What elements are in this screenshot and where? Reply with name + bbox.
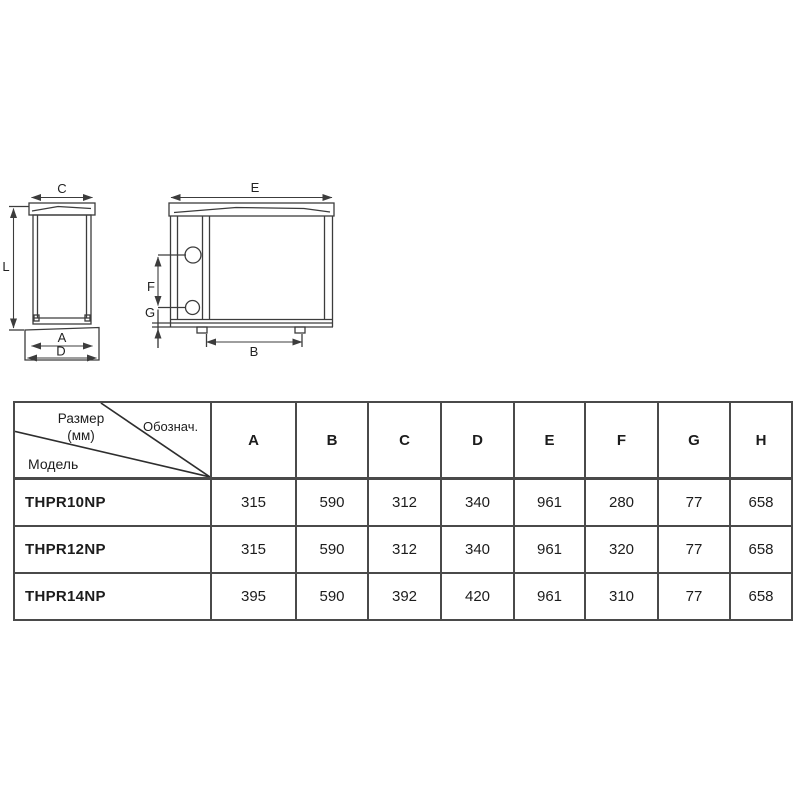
designation-label: Обознач. (143, 419, 199, 434)
model-cell: THPR10NP (14, 479, 211, 527)
value-cell: 320 (585, 526, 658, 573)
value-cell: 658 (730, 479, 792, 527)
value-cell: 77 (658, 526, 730, 573)
col-header-d: D (441, 402, 514, 479)
value-cell: 310 (585, 573, 658, 620)
value-cell: 392 (368, 573, 441, 620)
value-cell: 658 (730, 526, 792, 573)
value-cell: 590 (296, 526, 368, 573)
model-label: Модель (28, 456, 79, 472)
dimension-drawings (0, 0, 800, 390)
dim-label-f: F (147, 279, 155, 294)
value-cell: 395 (211, 573, 296, 620)
col-header-c: C (368, 402, 441, 479)
col-header-f: F (585, 402, 658, 479)
col-header-e: E (514, 402, 585, 479)
port-bottom (186, 301, 200, 315)
value-cell: 77 (658, 479, 730, 527)
value-cell: 280 (585, 479, 658, 527)
col-header-g: G (658, 402, 730, 479)
front-foot-right (295, 327, 305, 333)
dim-label-c: C (57, 181, 67, 196)
value-cell: 312 (368, 479, 441, 527)
side-view-drawing (2, 181, 99, 360)
value-cell: 658 (730, 573, 792, 620)
side-top-cap (29, 203, 95, 215)
value-cell: 315 (211, 479, 296, 527)
table-header-row (14, 402, 792, 479)
value-cell: 312 (368, 526, 441, 573)
size-label: Размер (57, 411, 105, 426)
value-cell: 961 (514, 573, 585, 620)
value-cell: 961 (514, 479, 585, 527)
dim-label-d: D (56, 343, 66, 359)
value-cell: 590 (296, 479, 368, 527)
dim-label-g: G (144, 305, 156, 320)
table-row (14, 479, 792, 527)
dim-label-e: E (250, 180, 260, 195)
table-row (14, 526, 792, 573)
dimensions-table (13, 401, 793, 621)
dim-label-a: A (57, 330, 67, 345)
col-header-a: A (211, 402, 296, 479)
model-cell: THPR14NP (14, 573, 211, 620)
col-header-b: B (296, 402, 368, 479)
value-cell: 315 (211, 526, 296, 573)
value-cell: 340 (441, 479, 514, 527)
table-row (14, 573, 792, 620)
value-cell: 590 (296, 573, 368, 620)
side-body (33, 215, 91, 324)
port-top (185, 247, 201, 263)
value-cell: 340 (441, 526, 514, 573)
value-cell: 420 (441, 573, 514, 620)
dim-label-l: L (2, 259, 10, 274)
model-cell: THPR12NP (14, 526, 211, 573)
dim-label-b: B (249, 344, 259, 359)
size-unit-label: (мм) (67, 428, 95, 443)
front-foot-left (197, 327, 207, 333)
header-corner-cell (14, 402, 211, 479)
front-view-drawing (145, 180, 334, 359)
col-header-h: H (730, 402, 792, 479)
value-cell: 77 (658, 573, 730, 620)
value-cell: 961 (514, 526, 585, 573)
